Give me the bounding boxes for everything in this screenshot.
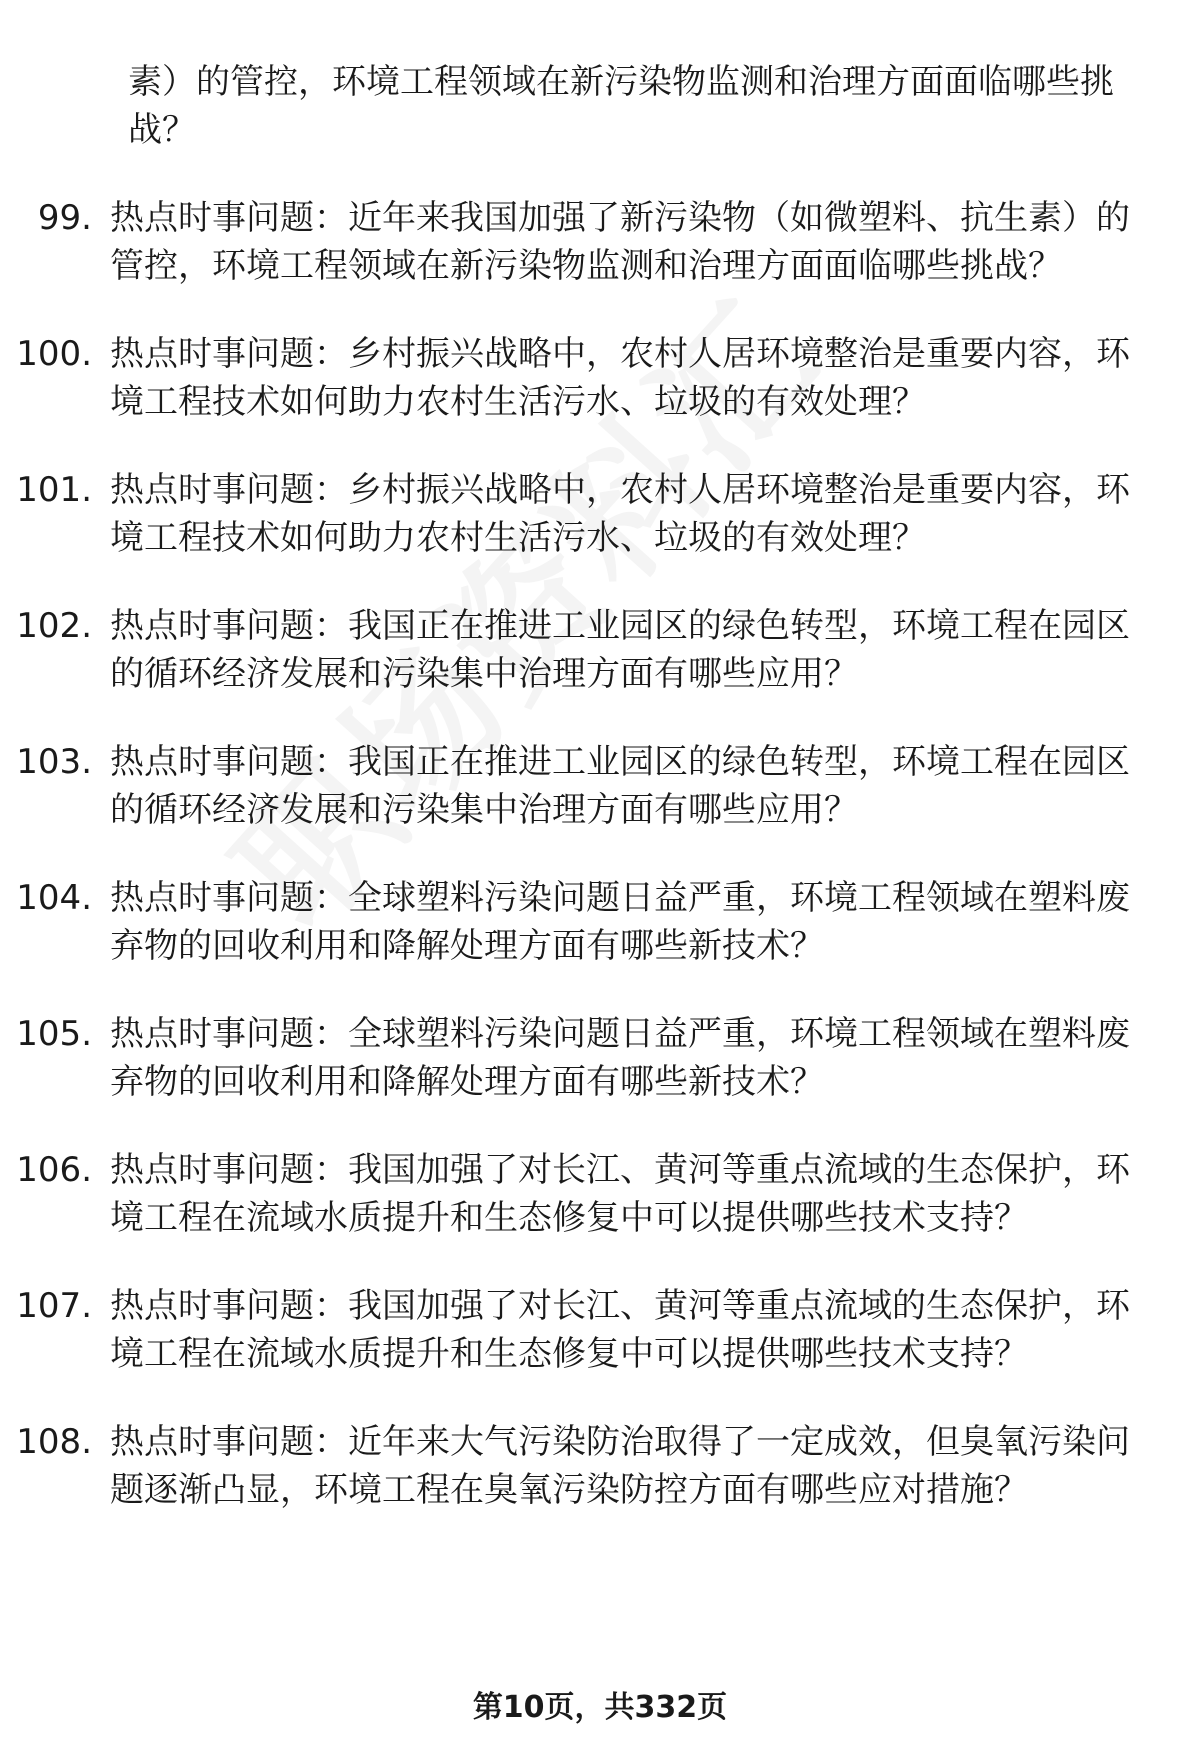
question-text: 热点时事问题：我国加强了对长江、黄河等重点流域的生态保护，环境工程在流域水质提升和生态修复中可以提供哪些技术支持？ [110,1150,1130,1238]
question-number: 102. [16,606,92,646]
question-number: 107. [16,1286,92,1326]
question-item [0,874,1200,970]
question-item [0,330,1200,426]
question-item [0,466,1200,562]
question-text: 热点时事问题：乡村振兴战略中，农村人居环境整治是重要内容，环境工程技术如何助力农村生活污水、垃圾的有效处理？ [110,334,1130,422]
question-number: 101. [16,470,92,510]
continued-question-text: 素）的管控，环境工程领域在新污染物监测和治理方面面临哪些挑战？ [128,62,1114,150]
question-text: 热点时事问题：全球塑料污染问题日益严重，环境工程领域在塑料废弃物的回收利用和降解处理方面有哪些新技术？ [110,878,1130,966]
question-text: 热点时事问题：我国正在推进工业园区的绿色转型，环境工程在园区的循环经济发展和污染集中治理方面有哪些应用？ [110,742,1130,830]
question-item [0,1146,1200,1242]
page-footer: 第10页，共332页 [472,1690,728,1725]
question-number: 104. [16,878,92,918]
question-item [0,1282,1200,1378]
question-item [0,738,1200,834]
question-number: 99. [37,198,92,238]
question-text: 热点时事问题：全球塑料污染问题日益严重，环境工程领域在塑料废弃物的回收利用和降解处理方面有哪些新技术？ [110,1014,1130,1102]
question-text: 热点时事问题：我国加强了对长江、黄河等重点流域的生态保护，环境工程在流域水质提升和生态修复中可以提供哪些技术支持？ [110,1286,1130,1374]
question-number: 108. [16,1422,92,1462]
question-number: 100. [16,334,92,374]
page-content [0,58,1200,1554]
question-text: 热点时事问题：近年来我国加强了新污染物（如微塑料、抗生素）的管控，环境工程领域在新污染物监测和治理方面面临哪些挑战？ [110,198,1130,286]
question-number: 103. [16,742,92,782]
question-number: 105. [16,1014,92,1054]
question-item [0,1418,1200,1514]
question-item [0,194,1200,290]
question-number: 106. [16,1150,92,1190]
question-text: 热点时事问题：乡村振兴战略中，农村人居环境整治是重要内容，环境工程技术如何助力农村生活污水、垃圾的有效处理？ [110,470,1130,558]
question-list [0,194,1200,1514]
question-item [0,602,1200,698]
question-text: 热点时事问题：我国正在推进工业园区的绿色转型，环境工程在园区的循环经济发展和污染集中治理方面有哪些应用？ [110,606,1130,694]
question-text: 热点时事问题：近年来大气污染防治取得了一定成效，但臭氧污染问题逐渐凸显，环境工程在臭氧污染防控方面有哪些应对措施？ [110,1422,1130,1510]
question-item [0,1010,1200,1106]
